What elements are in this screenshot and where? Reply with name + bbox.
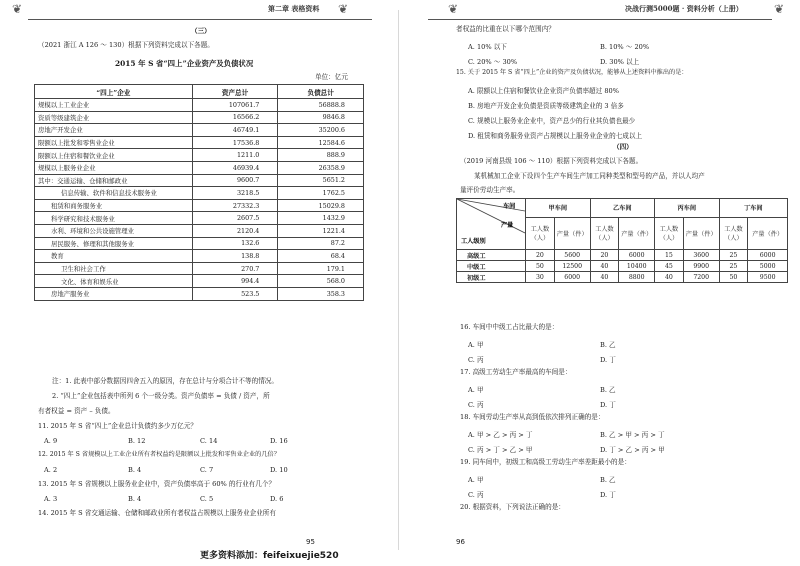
worker-count: 50 xyxy=(526,261,555,272)
table-header-row xyxy=(35,85,364,99)
row-category: 房地产服务业 xyxy=(35,287,193,300)
q17-option[interactable]: A. 甲 xyxy=(468,386,484,394)
q17-option[interactable]: D. 丁 xyxy=(600,401,616,409)
row-debt: 35200.6 xyxy=(278,124,364,137)
question-16: 16. 车间中中级工占比最大的是： xyxy=(460,323,559,331)
question-19: 19. 同车间中，初级工和高级工劳动生产率差距最小的是： xyxy=(460,458,631,466)
q19-option[interactable]: C. 丙 xyxy=(468,491,484,499)
question-18: 18. 车间劳动生产率从高到低依次排列正确的是： xyxy=(460,413,605,421)
q15-option[interactable]: A. 限额以上住宿和餐饮业企业资产负债率超过 80% xyxy=(468,87,619,95)
output-count: 12500 xyxy=(554,261,590,272)
section-label: （四） xyxy=(613,143,633,151)
q17-option[interactable]: B. 乙 xyxy=(600,386,616,394)
page-gutter xyxy=(398,10,399,550)
table-header-cell: 资产总计 xyxy=(192,85,278,99)
row-debt: 12584.6 xyxy=(278,136,364,149)
row-category: 文化、体育和娱乐业 xyxy=(35,275,193,288)
row-category: 科学研究和技术服务业 xyxy=(35,212,193,225)
q12-option[interactable]: B. 4 xyxy=(128,466,142,474)
table-row xyxy=(35,187,364,200)
row-assets: 16566.2 xyxy=(192,111,278,124)
output-count: 6000 xyxy=(748,250,788,261)
row-category: 规模以上服务业企业 xyxy=(35,161,193,174)
subheader-output: 产量（件） xyxy=(619,217,655,249)
row-debt: 1221.4 xyxy=(278,224,364,237)
page-number: 96 xyxy=(456,538,465,546)
row-assets: 46749.1 xyxy=(192,124,278,137)
right-page xyxy=(400,0,800,566)
table-header-cell: 负债总计 xyxy=(278,85,364,99)
flourish-icon: ❦ xyxy=(338,2,349,16)
output-count: 7200 xyxy=(683,272,719,283)
row-category: 限额以上住宿和餐饮业企业 xyxy=(35,149,193,162)
row-assets: 46939.4 xyxy=(192,161,278,174)
row-assets: 270.7 xyxy=(192,262,278,275)
worker-level: 初级工 xyxy=(457,272,526,283)
question-20: 20. 根据资料，下列说法正确的是： xyxy=(460,503,565,511)
subheader-output: 产量（件） xyxy=(683,217,719,249)
intro-paragraph-line-2: 量评价劳动生产率。 xyxy=(460,186,520,194)
output-count: 8800 xyxy=(619,272,655,283)
row-debt: 1762.5 xyxy=(278,187,364,200)
workshop-name: 丙车间 xyxy=(655,199,720,218)
row-category: 信息传输、软件和信息技术服务业 xyxy=(35,187,193,200)
subheader-output: 产量（件） xyxy=(748,217,788,249)
question-17: 17. 高级工劳动生产率最高的车间是： xyxy=(460,368,572,376)
row-debt: 9846.8 xyxy=(278,111,364,124)
table-row xyxy=(35,212,364,225)
q12-option[interactable]: A. 2 xyxy=(44,466,58,474)
worker-count: 40 xyxy=(655,272,684,283)
worker-count: 40 xyxy=(590,261,619,272)
worker-count: 45 xyxy=(655,261,684,272)
row-debt: 1432.9 xyxy=(278,212,364,225)
intro-paragraph-line-1: 某机械加工企业下设四个生产车间生产加工同种类型和型号的产品，并以人均产 xyxy=(474,172,705,180)
subheader-workers: 工人数（人） xyxy=(719,217,748,249)
question-14-continued: 者权益的比重在以下哪个范围内？ xyxy=(456,25,555,33)
q19-option[interactable]: A. 甲 xyxy=(468,476,484,484)
unit-label: 单位：亿元 xyxy=(315,73,348,81)
workshop-name: 甲车间 xyxy=(526,199,591,218)
note-2-line-1: 2. “四上”企业包括表中所列 6 个一级分类。资产负债率 = 负债 / 资产，所 xyxy=(52,392,270,400)
q18-option[interactable]: A. 甲 > 乙 > 丙 > 丁 xyxy=(468,431,533,439)
output-count: 9500 xyxy=(748,272,788,283)
row-assets: 3218.5 xyxy=(192,187,278,200)
q13-option[interactable]: D. 6 xyxy=(270,495,284,503)
chapter-header: 第二章 表格资料 xyxy=(268,4,320,13)
q18-option[interactable]: B. 乙 > 甲 > 丙 > 丁 xyxy=(600,431,665,439)
q11-option[interactable]: C. 14 xyxy=(200,437,218,445)
q16-option[interactable]: D. 丁 xyxy=(600,356,616,364)
row-debt: 568.0 xyxy=(278,275,364,288)
flourish-icon: ❦ xyxy=(12,2,23,16)
q11-option[interactable]: A. 9 xyxy=(44,437,58,445)
subheader-workers: 工人数（人） xyxy=(655,217,684,249)
workshop-name: 乙车间 xyxy=(590,199,655,218)
q19-option[interactable]: B. 乙 xyxy=(600,476,616,484)
row-assets: 9600.7 xyxy=(192,174,278,187)
note-1: 注：1. 此表中部分数据因四舍五入的原因，存在总计与分项合计不等的情况。 xyxy=(52,377,278,385)
table-row xyxy=(35,161,364,174)
subheader-output: 产量（件） xyxy=(554,217,590,249)
q15-option[interactable]: B. 房地产开发企业负债是资质等级建筑企业的 3 倍多 xyxy=(468,102,624,110)
row-category: 规模以上工业企业 xyxy=(35,99,193,112)
q12-option[interactable]: D. 10 xyxy=(270,466,288,474)
table-row xyxy=(35,99,364,112)
table-row xyxy=(35,237,364,250)
table-row xyxy=(35,287,364,300)
section-label: （三） xyxy=(191,27,211,35)
row-debt: 888.9 xyxy=(278,149,364,162)
subheader-workers: 工人数（人） xyxy=(526,217,555,249)
row-assets: 2120.4 xyxy=(192,224,278,237)
worker-count: 50 xyxy=(719,272,748,283)
q12-option[interactable]: C. 7 xyxy=(200,466,214,474)
row-debt: 179.1 xyxy=(278,262,364,275)
worker-count: 40 xyxy=(590,272,619,283)
row-category: 租赁和商务服务业 xyxy=(35,199,193,212)
table-header-cell: “四上”企业 xyxy=(35,85,193,99)
row-debt: 5651.2 xyxy=(278,174,364,187)
table-row xyxy=(35,136,364,149)
table-row xyxy=(35,174,364,187)
worker-count: 15 xyxy=(655,250,684,261)
row-assets: 2607.5 xyxy=(192,212,278,225)
question-12: 12. 2015 年 S 省规模以上工业企业所有者权益约是限额以上批发和零售业企业的几倍？ xyxy=(38,451,280,458)
output-count: 10400 xyxy=(619,261,655,272)
row-assets: 138.8 xyxy=(192,250,278,263)
row-assets: 994.4 xyxy=(192,275,278,288)
row-debt: 68.4 xyxy=(278,250,364,263)
row-category: 其中：交通运输、仓储和邮政业 xyxy=(35,174,193,187)
q16-option[interactable]: A. 甲 xyxy=(468,341,484,349)
subheader-workers: 工人数（人） xyxy=(590,217,619,249)
q13-option[interactable]: B. 4 xyxy=(128,495,142,503)
question-13: 13. 2015 年 S 省规模以上服务业企业中，资产负债率高于 60% 的行业有几个？ xyxy=(38,480,276,488)
row-category: 房地产开发企业 xyxy=(35,124,193,137)
row-category: 教育 xyxy=(35,250,193,263)
row-category: 卫生和社会工作 xyxy=(35,262,193,275)
table-row xyxy=(35,149,364,162)
row-debt: 15029.8 xyxy=(278,199,364,212)
table-row xyxy=(35,111,364,124)
worker-count: 25 xyxy=(719,250,748,261)
worker-count: 25 xyxy=(719,261,748,272)
q14-option[interactable]: D. 30% 以上 xyxy=(600,58,640,66)
output-count: 5600 xyxy=(554,250,590,261)
workshop-row xyxy=(457,272,788,283)
row-assets: 27332.3 xyxy=(192,199,278,212)
output-count: 9900 xyxy=(683,261,719,272)
question-15: 15. 关于 2015 年 S 省“四上”企业的资产及负债状况，能够从上述资料中推出的是： xyxy=(456,69,688,76)
workshop-name: 丁车间 xyxy=(719,199,787,218)
table-row xyxy=(35,262,364,275)
flourish-icon: ❦ xyxy=(774,2,785,16)
workshop-row xyxy=(457,261,788,272)
table-corner-cell xyxy=(457,199,526,250)
worker-count: 20 xyxy=(526,250,555,261)
table-row xyxy=(35,275,364,288)
q11-option[interactable]: B. 12 xyxy=(128,437,146,445)
corner-label-workshop: 车间 xyxy=(503,203,516,210)
q18-option[interactable]: C. 丙 > 丁 > 乙 > 甲 xyxy=(468,446,533,454)
q17-option[interactable]: C. 丙 xyxy=(468,401,484,409)
q11-option[interactable]: D. 16 xyxy=(270,437,288,445)
worker-count: 30 xyxy=(526,272,555,283)
workshop-row xyxy=(457,250,788,261)
row-category: 限额以上批发和零售业企业 xyxy=(35,136,193,149)
row-debt: 358.3 xyxy=(278,287,364,300)
output-count: 5000 xyxy=(748,261,788,272)
q16-option[interactable]: B. 乙 xyxy=(600,341,616,349)
row-debt: 56888.8 xyxy=(278,99,364,112)
q18-option[interactable]: D. 丁 > 乙 > 丙 > 甲 xyxy=(600,446,665,454)
row-debt: 87.2 xyxy=(278,237,364,250)
header-rule xyxy=(428,19,772,20)
page-number: 95 xyxy=(306,538,315,546)
q19-option[interactable]: D. 丁 xyxy=(600,491,616,499)
corner-diagonals xyxy=(457,199,525,249)
q14-option[interactable]: B. 10% ～ 20% xyxy=(600,43,650,51)
worker-level: 中级工 xyxy=(457,261,526,272)
intro-text: （2019 河南县级 106 ～ 110）根据下列资料完成以下各题。 xyxy=(460,157,643,165)
q16-option[interactable]: C. 丙 xyxy=(468,356,484,364)
table-row xyxy=(35,124,364,137)
table-row xyxy=(35,250,364,263)
question-14: 14. 2015 年 S 省交通运输、仓储和邮政业所有者权益占规模以上服务业企业所有 xyxy=(38,509,276,517)
question-11: 11. 2015 年 S 省“四上”企业总计负债约多少万亿元？ xyxy=(38,422,198,430)
output-count: 6000 xyxy=(619,250,655,261)
row-assets: 132.6 xyxy=(192,237,278,250)
output-count: 3600 xyxy=(683,250,719,261)
workshop-table xyxy=(456,198,788,283)
row-category: 水利、环境和公共设施管理业 xyxy=(35,224,193,237)
asset-debt-table xyxy=(34,84,364,301)
q13-option[interactable]: C. 5 xyxy=(200,495,214,503)
row-debt: 26358.9 xyxy=(278,161,364,174)
worker-count: 20 xyxy=(590,250,619,261)
book-header: 决战行测5000题 · 资料分析（上册） xyxy=(625,4,743,13)
q15-option[interactable]: C. 规模以上服务业企业中，资产总少的行业其负债也最少 xyxy=(468,117,636,125)
table-row xyxy=(35,199,364,212)
worker-level: 高级工 xyxy=(457,250,526,261)
q14-option[interactable]: A. 10% 以下 xyxy=(468,43,507,51)
row-category: 居民服务、修理和其他服务业 xyxy=(35,237,193,250)
row-category: 资质等级建筑企业 xyxy=(35,111,193,124)
footer-contact: 更多资料添加：feifeixuejie520 xyxy=(200,551,339,561)
table-title: 2015 年 S 省“四上”企业资产及负债状况 xyxy=(115,59,254,68)
note-2-line-2: 有者权益 = 资产 – 负债。 xyxy=(38,407,115,415)
row-assets: 523.5 xyxy=(192,287,278,300)
corner-label-output: 产量 xyxy=(501,222,514,229)
workshop-header-row xyxy=(457,199,788,218)
q14-option[interactable]: C. 20% ～ 30% xyxy=(468,58,518,66)
corner-label-level: 工人级别 xyxy=(461,238,486,245)
row-assets: 107061.7 xyxy=(192,99,278,112)
output-count: 6000 xyxy=(554,272,590,283)
intro-text: （2021 浙江 A 126 ～ 130）根据下列资料完成以下各题。 xyxy=(38,41,214,49)
row-assets: 17536.8 xyxy=(192,136,278,149)
row-assets: 1211.0 xyxy=(192,149,278,162)
header-rule xyxy=(28,19,372,20)
q13-option[interactable]: A. 3 xyxy=(44,495,58,503)
flourish-icon: ❦ xyxy=(448,2,459,16)
q15-option[interactable]: D. 租赁和商务服务业资产占规模以上服务业企业的七成以上 xyxy=(468,132,643,140)
table-row xyxy=(35,224,364,237)
